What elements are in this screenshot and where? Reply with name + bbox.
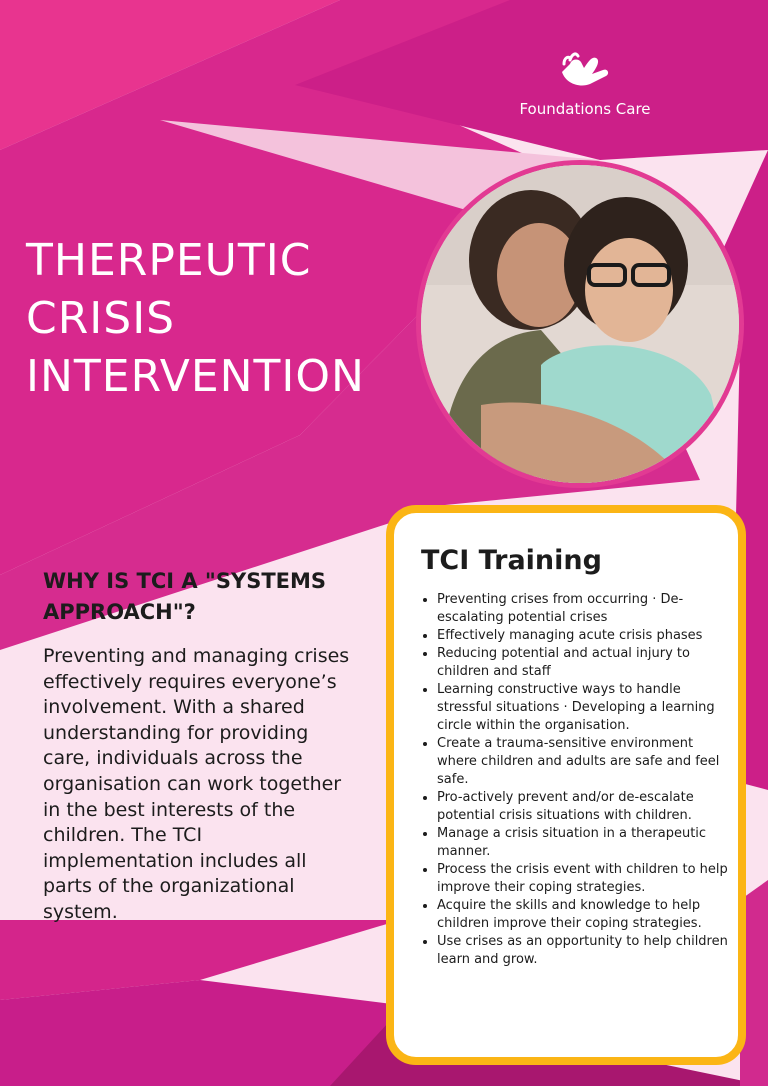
why-body: Preventing and managing crises effectively requires everyone’s involvement. With a shared understanding for providing care, individuals across the organisation can work together in the best interests of the children. The TCI implementation includes all parts of the organizational system. [43,645,350,923]
title-line: INTERVENTION [26,351,365,402]
why-heading: WHY IS TCI A "SYSTEMS APPROACH"? [43,569,327,624]
list-item: • Learning constructive ways to handle stressful situations · Developing a learning circle within the organisation. [437,681,737,735]
photo-mother-hugging-child [421,165,739,483]
training-card [386,505,746,1065]
list-item: • Process the crisis event with children to help improve their coping strategies. [437,861,737,897]
logo [500,50,670,118]
list-item: • Acquire the skills and knowledge to help children improve their coping strategies. [437,897,737,933]
list-item: • Create a trauma-sensitive environment where children and adults are safe and feel safe. [437,735,737,789]
list-item: • Preventing crises from occurring · De-escalating potential crises [437,591,737,627]
list-item: • Pro-actively prevent and/or de-escalate potential crisis situations with children. [437,789,737,825]
photo-illustration [421,165,739,483]
list-item: • Reducing potential and actual injury to children and staff [437,645,737,681]
list-item: • Manage a crisis situation in a therapeutic manner. [437,825,737,861]
photo-frame [416,160,744,488]
training-list [418,591,737,969]
title-line: THERPEUTIC [26,235,312,286]
caring-hands-icon [556,50,614,90]
list-item: • Effectively managing acute crisis phases [437,627,737,645]
title-line: CRISIS [26,293,176,344]
training-title: TCI Training [421,545,602,576]
list-item: • Use crises as an opportunity to help children learn and grow. [437,933,737,969]
logo-text: Foundations Care [519,100,651,118]
page-title [26,232,365,406]
